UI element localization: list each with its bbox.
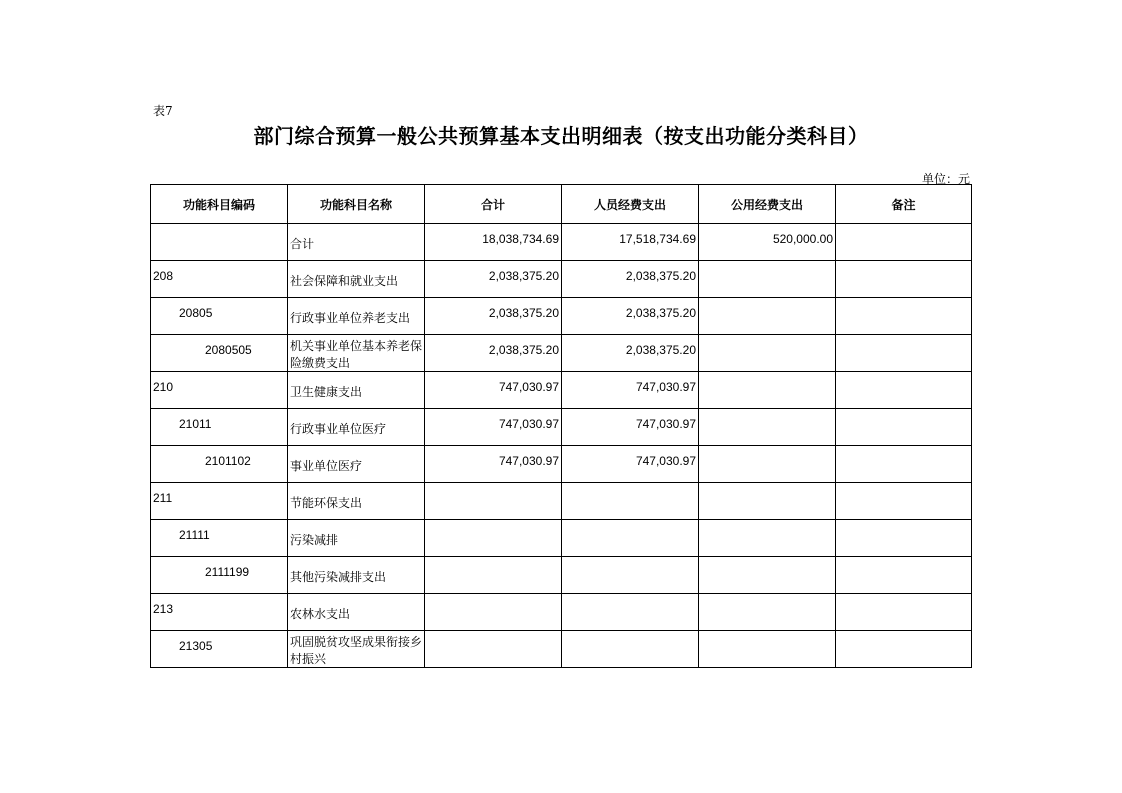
cell-note <box>836 520 972 557</box>
cell-personnel-text: 747,030.97 <box>635 454 696 468</box>
cell-personnel <box>562 409 699 446</box>
table-row <box>151 557 972 594</box>
cell-name <box>288 631 425 668</box>
cell-public <box>699 446 836 483</box>
cell-note <box>836 335 972 372</box>
cell-public <box>699 224 836 261</box>
cell-public <box>699 261 836 298</box>
cell-personnel <box>562 224 699 261</box>
cell-personnel-text: 2,038,375.20 <box>625 343 696 357</box>
unit-label: 单位：元 <box>921 172 970 186</box>
budget-table <box>150 184 972 668</box>
cell-personnel-text: 2,038,375.20 <box>625 269 696 283</box>
header-name: 功能科目名称 <box>288 185 425 224</box>
cell-note <box>836 631 972 668</box>
cell-personnel <box>562 483 699 520</box>
cell-code <box>151 409 288 446</box>
cell-code <box>151 594 288 631</box>
cell-name-text: 行政事业单位医疗 <box>290 421 387 436</box>
cell-name-text: 合计 <box>290 236 315 251</box>
table-number-label: 表7 <box>153 104 173 118</box>
header-note: 备注 <box>836 185 972 224</box>
cell-note <box>836 594 972 631</box>
cell-code <box>151 224 288 261</box>
cell-name <box>288 594 425 631</box>
cell-personnel <box>562 631 699 668</box>
cell-total <box>425 261 562 298</box>
cell-code <box>151 557 288 594</box>
cell-name-text: 社会保障和就业支出 <box>290 273 399 288</box>
cell-name-text: 污染减排 <box>290 532 339 547</box>
cell-name <box>288 557 425 594</box>
cell-name <box>288 446 425 483</box>
cell-name <box>288 372 425 409</box>
table-row <box>151 261 972 298</box>
cell-code <box>151 520 288 557</box>
cell-total-text: 747,030.97 <box>498 454 559 468</box>
cell-total-text: 2,038,375.20 <box>488 269 559 283</box>
cell-code <box>151 372 288 409</box>
cell-total <box>425 483 562 520</box>
cell-code-text: 20805 <box>179 306 213 320</box>
header-public: 公用经费支出 <box>699 185 836 224</box>
cell-note <box>836 261 972 298</box>
cell-name <box>288 483 425 520</box>
cell-public <box>699 520 836 557</box>
cell-code-text: 2080505 <box>205 343 252 357</box>
cell-personnel-text: 747,030.97 <box>635 417 696 431</box>
cell-personnel-text: 2,038,375.20 <box>625 306 696 320</box>
cell-code-text: 210 <box>153 380 174 394</box>
cell-name <box>288 298 425 335</box>
page-title: 部门综合预算一般公共预算基本支出明细表（按支出功能分类科目） <box>253 124 869 148</box>
cell-personnel <box>562 594 699 631</box>
cell-total <box>425 631 562 668</box>
table-row <box>151 520 972 557</box>
cell-public <box>699 631 836 668</box>
cell-total <box>425 409 562 446</box>
table-row <box>151 483 972 520</box>
cell-public <box>699 483 836 520</box>
cell-total-text: 2,038,375.20 <box>488 306 559 320</box>
table-row <box>151 594 972 631</box>
cell-name-text: 其他污染减排支出 <box>290 569 387 584</box>
cell-total <box>425 594 562 631</box>
cell-code-text: 21305 <box>179 639 213 653</box>
header-personnel: 人员经费支出 <box>562 185 699 224</box>
cell-name <box>288 224 425 261</box>
cell-note <box>836 224 972 261</box>
cell-note <box>836 298 972 335</box>
cell-total <box>425 298 562 335</box>
table-row <box>151 298 972 335</box>
cell-personnel <box>562 335 699 372</box>
cell-code-text: 211 <box>153 491 173 505</box>
cell-note <box>836 372 972 409</box>
cell-total <box>425 557 562 594</box>
cell-code <box>151 631 288 668</box>
cell-personnel-text: 747,030.97 <box>635 380 696 394</box>
cell-public <box>699 409 836 446</box>
cell-code-text: 21111 <box>179 528 210 542</box>
header-code: 功能科目编码 <box>151 185 288 224</box>
cell-code <box>151 446 288 483</box>
cell-code <box>151 261 288 298</box>
cell-code <box>151 335 288 372</box>
cell-code-text: 21011 <box>179 417 212 431</box>
cell-name-text: 行政事业单位养老支出 <box>290 310 411 325</box>
cell-name <box>288 520 425 557</box>
table-row <box>151 372 972 409</box>
header-total: 合计 <box>425 185 562 224</box>
table-row <box>151 224 972 261</box>
cell-total-text: 2,038,375.20 <box>488 343 559 357</box>
cell-total-text: 747,030.97 <box>498 380 559 394</box>
cell-name <box>288 409 425 446</box>
table-row <box>151 446 972 483</box>
cell-personnel <box>562 446 699 483</box>
cell-total-text: 747,030.97 <box>498 417 559 431</box>
cell-total-text: 18,038,734.69 <box>482 232 559 246</box>
cell-personnel-text: 17,518,734.69 <box>619 232 696 246</box>
table-header-row <box>151 185 972 224</box>
table-row <box>151 631 972 668</box>
cell-note <box>836 557 972 594</box>
cell-name-text: 机关事业单位基本养老保险缴费支出 <box>290 339 423 370</box>
table-row <box>151 409 972 446</box>
cell-public <box>699 298 836 335</box>
cell-code-text: 2101102 <box>205 454 251 468</box>
cell-public <box>699 557 836 594</box>
cell-code-text: 2111199 <box>205 565 250 579</box>
table-row <box>151 335 972 372</box>
cell-total <box>425 520 562 557</box>
cell-personnel <box>562 372 699 409</box>
cell-note <box>836 409 972 446</box>
cell-code <box>151 483 288 520</box>
cell-note <box>836 446 972 483</box>
cell-name-text: 事业单位医疗 <box>290 458 363 473</box>
cell-public <box>699 594 836 631</box>
cell-name-text: 节能环保支出 <box>290 495 363 510</box>
cell-code <box>151 298 288 335</box>
cell-name-text: 农林水支出 <box>290 606 351 621</box>
cell-name-text: 巩固脱贫攻坚成果衔接乡村振兴 <box>290 635 423 666</box>
cell-code-text: 213 <box>153 602 174 616</box>
cell-total <box>425 335 562 372</box>
cell-total <box>425 446 562 483</box>
cell-note <box>836 483 972 520</box>
cell-personnel <box>562 261 699 298</box>
cell-public <box>699 372 836 409</box>
cell-name <box>288 335 425 372</box>
cell-personnel <box>562 298 699 335</box>
cell-public <box>699 335 836 372</box>
cell-personnel <box>562 557 699 594</box>
cell-total <box>425 224 562 261</box>
cell-name-text: 卫生健康支出 <box>290 384 363 399</box>
cell-code-text: 208 <box>153 269 174 283</box>
table-body <box>151 224 972 668</box>
cell-total <box>425 372 562 409</box>
cell-name <box>288 261 425 298</box>
cell-public-text: 520,000.00 <box>772 232 833 246</box>
cell-personnel <box>562 520 699 557</box>
